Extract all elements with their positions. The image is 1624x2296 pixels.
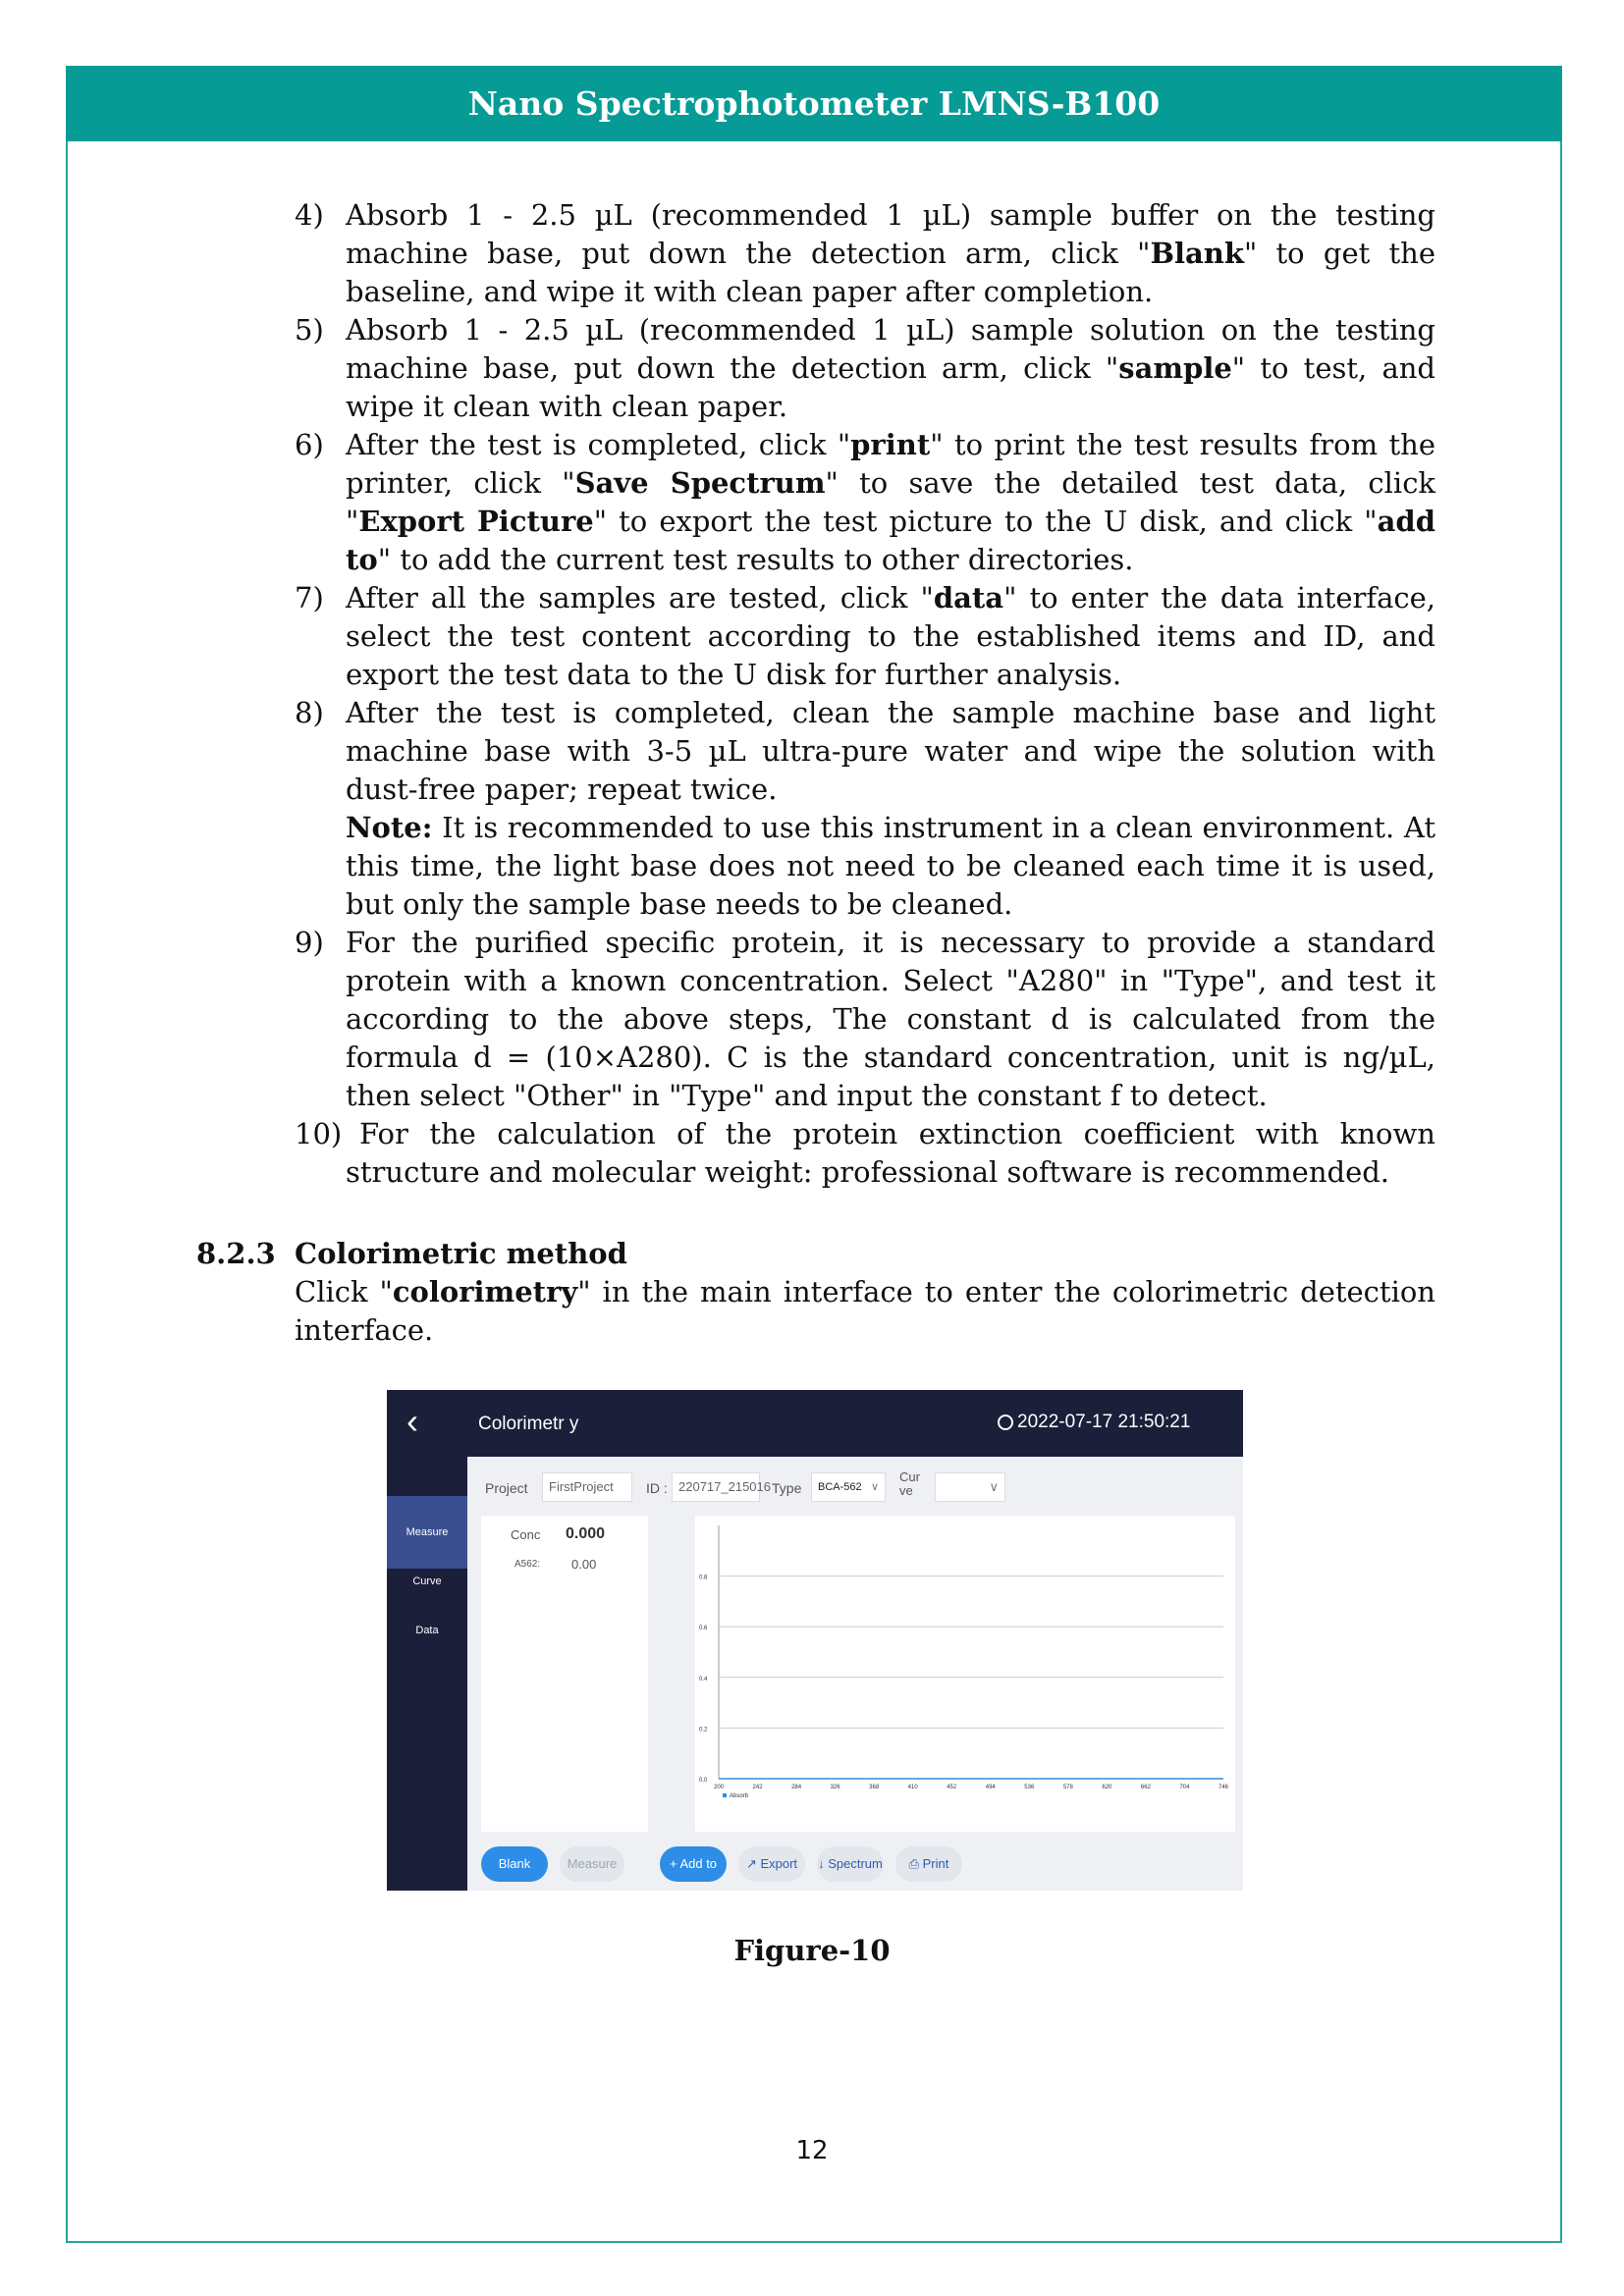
project-field[interactable]: FirstProject [542,1472,632,1502]
y-tick-label: 0.8 [699,1575,708,1581]
colorimetry-screenshot [387,1390,1243,1891]
clock-icon [998,1415,1013,1430]
chevron-down-icon: ∨ [870,1481,879,1493]
print-button[interactable]: ⎙ Print [895,1846,962,1882]
export-label: Export [760,1856,798,1871]
a562-label: A562: [514,1559,541,1570]
id-label: ID : [646,1480,668,1496]
legend-swatch [723,1793,727,1797]
step-number: 10) [295,1117,343,1150]
add-to-label: Add to [679,1856,718,1871]
x-tick-label: 452 [947,1785,957,1790]
back-arrow-icon[interactable]: ‹ [406,1401,418,1441]
x-tick-label: 620 [1102,1785,1112,1790]
conc-label: Conc [511,1527,541,1542]
action-buttons [467,1846,1243,1884]
section-heading [196,1235,1435,1273]
section-number: 8.2.3 [196,1237,276,1270]
x-tick-label: 326 [830,1785,840,1790]
type-value: BCA-562 [818,1481,862,1493]
step-number: 5) [295,313,324,347]
x-tick-label: 494 [985,1785,996,1790]
result-panel [481,1516,648,1832]
figure-caption: Figure-10 [733,1934,891,1967]
step-item [295,196,1435,311]
step-number: 9) [295,926,324,959]
id-field[interactable]: 220717_215016 [672,1472,760,1502]
step-number: 7) [295,581,324,614]
datetime: 2022-07-17 21:50:21 [1017,1412,1191,1432]
x-tick-label: 746 [1218,1785,1229,1790]
screen-title: Colorimetr y [478,1414,579,1434]
x-tick-label: 410 [907,1785,918,1790]
page-number: 12 [795,2136,829,2165]
step-item [295,426,1435,579]
print-label: Print [922,1856,949,1871]
step-number: 4) [295,198,324,232]
curve-select[interactable] [935,1472,1005,1502]
type-select[interactable] [811,1472,886,1502]
step-item [295,579,1435,694]
add-to-button[interactable]: + Add to [660,1846,727,1882]
conc-value: 0.000 [566,1525,606,1542]
screenshot-topbar [387,1390,1243,1457]
spectrum-chart [695,1516,1235,1832]
step-text: Absorb 1 - 2.5 µL (recommended 1 µL) sample buffer on the testing machine base, put down the detection arm, click "Blank" to get the baseline, and wipe it with clean paper after completion. [346,198,1436,308]
measure-label: Measure [567,1856,618,1871]
clock-readout [998,1412,1190,1433]
x-tick-label: 578 [1062,1785,1073,1790]
project-label: Project [485,1480,528,1496]
section-8-2-3 [196,1235,1435,1350]
x-tick-label: 242 [752,1785,763,1790]
spectrum-label: Spectrum [828,1856,883,1871]
type-label: Type [772,1480,802,1496]
sidebar-item-measure[interactable]: Measure [387,1496,467,1569]
steps-list [295,196,1435,1192]
blank-button[interactable] [481,1846,548,1882]
step-text: After the test is completed, click "print" to print the test results from the printer, click "Save Spectrum" to save the detailed test data, click "Export Picture" to export the test picture to the U disk, and click "add to" to add the current test results to other directories. [346,428,1436,576]
y-tick-label: 0.2 [699,1727,708,1734]
sidebar-item-data[interactable]: Data [415,1625,439,1636]
y-tick-label: 0.6 [699,1626,708,1632]
spectrum-button[interactable]: ↓ Spectrum [817,1846,884,1882]
header-title: Nano Spectrophotometer LMNS-B100 [467,84,1161,123]
step-item [295,311,1435,426]
step-text: After the test is completed, clean the sample machine base and light machine base with 3-5 µL ultra-pure water and wipe the solution with dust-free paper; repeat twice. Note: It is recommended to use this instrument in a clean environment. At this time, the light base does not need to be cleaned each time it is used, but only the sample base needs to be cleaned. [346,696,1435,921]
step-number: 8) [295,696,324,729]
x-tick-label: 284 [791,1785,802,1790]
field-row [467,1470,1243,1506]
step-item [295,694,1435,924]
legend-label: Absorb [730,1793,749,1799]
x-tick-label: 536 [1024,1785,1035,1790]
step-text: Absorb 1 - 2.5 µL (recommended 1 µL) sample solution on the testing machine base, put down the detection arm, click "sample" to test, and wipe it clean with clean paper. [346,313,1435,423]
curve-label: Cur ve [899,1469,920,1498]
export-button[interactable]: ↗ Export [738,1846,805,1882]
chart-svg [695,1516,1235,1832]
x-tick-label: 704 [1179,1785,1190,1790]
step-text: After all the samples are tested, click "data" to enter the data interface, select the test content according to the established items and ID, and export the test data to the U disk for further analysis. [346,581,1435,691]
screenshot-sidebar [387,1457,467,1891]
blank-label: Blank [498,1856,531,1871]
x-tick-label: 662 [1140,1785,1151,1790]
screenshot-main [467,1457,1243,1891]
chevron-down-icon: ∨ [989,1479,999,1494]
step-item [295,1115,1435,1192]
y-tick-label: 0.4 [699,1676,708,1682]
step-text: For the calculation of the protein extinction coefficient with known structure and molecular weight: professional software is recommended. [346,1117,1435,1189]
a562-value: 0.00 [571,1557,597,1572]
y-tick-label: 0.0 [699,1778,708,1784]
document-header [66,66,1562,141]
measure-button[interactable] [560,1846,624,1882]
step-item [295,924,1435,1115]
sidebar-item-curve[interactable]: Curve [412,1575,442,1587]
x-tick-label: 200 [713,1785,725,1790]
x-tick-label: 368 [869,1785,880,1790]
step-number: 6) [295,428,324,461]
step-text: For the purified specific protein, it is necessary to provide a standard protein with a known concentration. Select "A280" in "Type", and test it according to the above steps, The constant d is calculated from the formula d = (10×A280). C is the standard concentration, unit is ng/µL, then select "Other" in "Type" and input the constant f to detect. [346,926,1435,1112]
section-body: Click "colorimetry" in the main interface to enter the colorimetric detection interface. [295,1275,1435,1347]
section-title: Colorimetric method [295,1237,627,1270]
